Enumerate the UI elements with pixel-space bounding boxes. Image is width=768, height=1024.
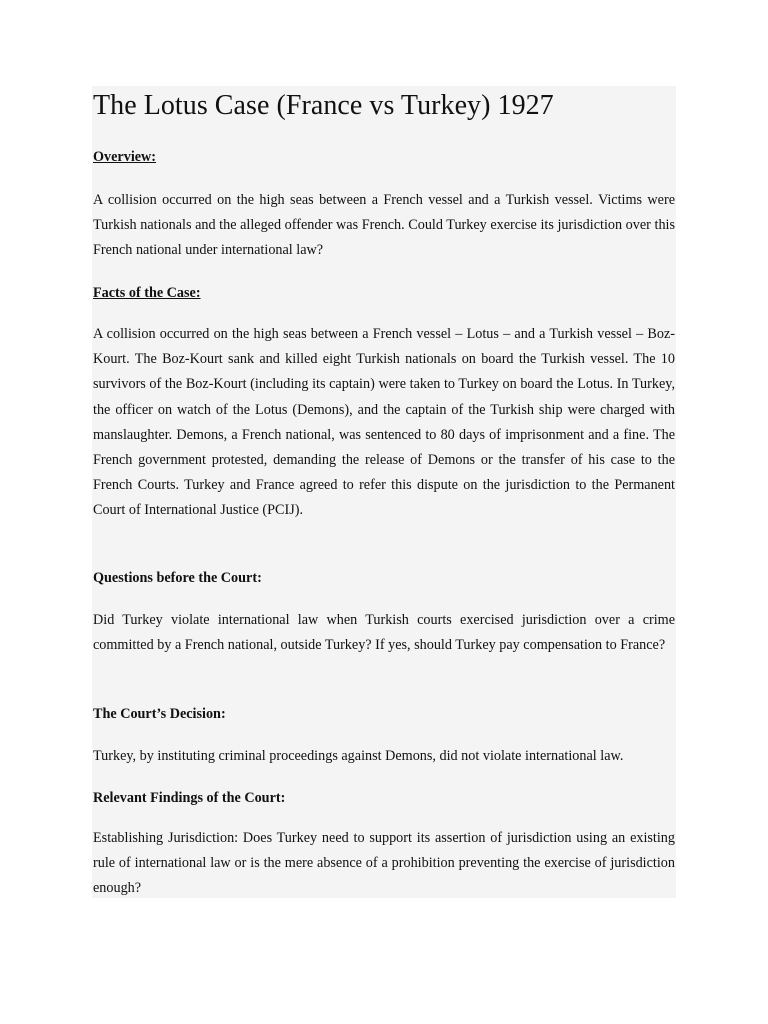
facts-paragraph: A collision occurred on the high seas between a French vessel – Lotus – and a Turkish vessel – Boz-Kourt. The Boz-Kourt sank and killed eight Turkish nationals on board the Turkish vessel. The 10 survivors of the Boz-Kourt (including its captain) were taken to Turkey on board the Lotus. In Turkey, the officer on watch of the Lotus (Demons), and the captain of the Turkish ship were charged with manslaughter. Demons, a French national, was sentenced to 80 days of imprisonment and a fine. The French government protested, demanding the release of Demons or the transfer of his case to the French Courts. Turkey and France agreed to refer this dispute on the jurisdiction to the Permanent Court of International Justice (PCIJ). — [93, 326, 675, 519]
document-page — [92, 86, 676, 898]
questions-heading: Questions before the Court: — [93, 570, 262, 586]
decision-paragraph: Turkey, by instituting criminal proceedings against Demons, did not violate international law. — [93, 748, 624, 764]
overview-heading: Overview: — [93, 149, 157, 165]
questions-paragraph: Did Turkey violate international law when Turkish courts exercised jurisdiction over a crime committed by a French national, outside Turkey? If yes, should Turkey pay compensation to France? — [93, 612, 675, 654]
decision-heading: The Court’s Decision: — [93, 706, 226, 722]
document-title: The Lotus Case (France vs Turkey) 1927 — [93, 90, 554, 121]
findings-heading: Relevant Findings of the Court: — [93, 790, 286, 806]
findings-paragraph: Establishing Jurisdiction: Does Turkey need to support its assertion of jurisdiction using an existing rule of international law or is the mere absence of a prohibition preventing the exercise of jurisdiction enough? — [93, 830, 675, 897]
facts-heading: Facts of the Case: — [93, 285, 201, 301]
overview-paragraph: A collision occurred on the high seas between a French vessel and a Turkish vessel. Victims were Turkish nationals and the alleged offender was French. Could Turkey exercise its jurisdiction over this French national under international law? — [93, 192, 675, 259]
